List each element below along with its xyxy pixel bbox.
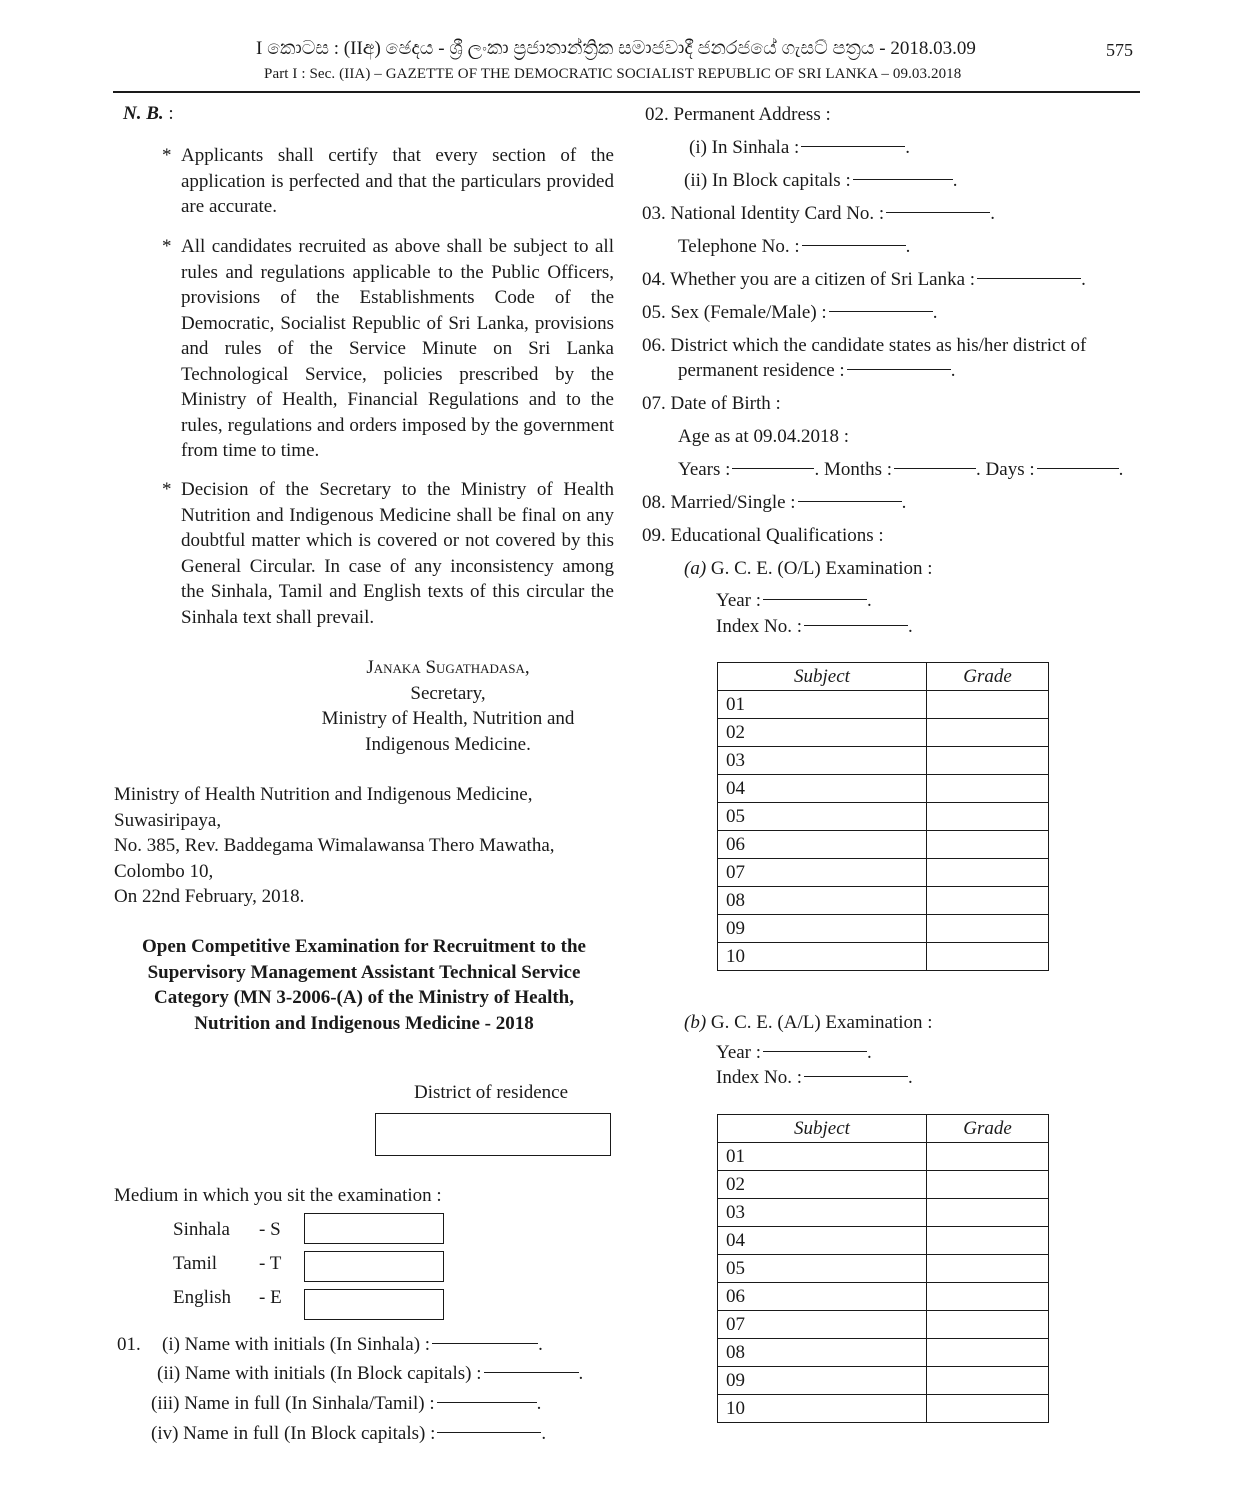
medium-row-sinhala (173, 1219, 281, 1241)
field-label: Telephone No. : (678, 236, 800, 257)
table-row (718, 1143, 1049, 1171)
fill-line[interactable] (847, 369, 951, 370)
row-number: 10 (718, 943, 927, 971)
row-number: 07 (718, 1311, 927, 1339)
field-label: (i) Name with initials (In Sinhala) : (162, 1334, 431, 1355)
dot: . (990, 203, 995, 224)
al-year (716, 1042, 872, 1064)
address-line: No. 385, Rev. Baddegama Wimalawansa Thero Mawatha, (114, 835, 555, 856)
al-heading (684, 1012, 933, 1034)
q01-i (162, 1334, 543, 1356)
medium-code: - T (259, 1253, 282, 1274)
subject-header: Subject (718, 663, 927, 691)
row-number: 07 (718, 859, 927, 887)
al-grade-table (717, 1114, 1049, 1423)
section-letter: (a) (684, 558, 707, 579)
fill-line[interactable] (804, 625, 908, 626)
address-line: Colombo 10, (114, 860, 214, 882)
medium-code: - E (259, 1287, 282, 1308)
table-row (718, 747, 1049, 775)
field-label: Index No. : (716, 1067, 803, 1088)
days-fill-line[interactable] (1037, 468, 1119, 469)
dot: . (538, 1334, 543, 1355)
grade-cell[interactable] (927, 747, 1049, 775)
header-rule (113, 91, 1140, 93)
grade-cell[interactable] (927, 803, 1049, 831)
grade-header: Grade (927, 663, 1049, 691)
dot: . (1081, 269, 1086, 290)
row-number: 05 (718, 1255, 927, 1283)
exam-title (114, 934, 614, 1036)
address-line: Ministry of Health Nutrition and Indigenous Medicine, (114, 784, 533, 805)
q07-ymd (678, 459, 1123, 481)
district-input-box[interactable] (375, 1113, 611, 1156)
fill-line[interactable] (804, 1076, 908, 1077)
table-row (718, 1171, 1049, 1199)
field-label: (i) In Sinhala : (689, 137, 800, 158)
q06-line1: 06. District which the candidate states as his/her district of (642, 335, 1087, 356)
exam-title-line: Category (MN 3-2006-(A) of the Ministry of Health, (153, 987, 574, 1008)
dot: . (901, 492, 907, 513)
field-label: (iii) Name in full (In Sinhala/Tamil) : (151, 1393, 435, 1414)
page-number: 575 (1106, 40, 1133, 60)
dot: . (932, 302, 938, 323)
row-number: 02 (718, 1171, 927, 1199)
months-fill-line[interactable] (894, 468, 976, 469)
grade-cell[interactable] (927, 1339, 1049, 1367)
table-row (718, 887, 1049, 915)
medium-box-english[interactable] (304, 1289, 444, 1320)
grade-cell[interactable] (927, 1227, 1049, 1255)
dot: . (952, 170, 958, 191)
field-label: Index No. : (716, 616, 803, 637)
ol-year (716, 590, 872, 612)
q07-dob: 07. Date of Birth : (642, 393, 781, 414)
q01-number: 01. (117, 1334, 141, 1355)
q01-iv (151, 1423, 546, 1445)
table-row (718, 1395, 1049, 1423)
dot: . (905, 236, 911, 257)
grade-cell[interactable] (927, 1395, 1049, 1423)
grade-cell[interactable] (927, 1311, 1049, 1339)
row-number: 04 (718, 775, 927, 803)
q09-education: 09. Educational Qualifications : (642, 525, 884, 546)
address-line: Suwasiripaya, (114, 809, 222, 831)
years-fill-line[interactable] (732, 468, 814, 469)
dot: . (1118, 459, 1124, 480)
grade-cell[interactable] (927, 719, 1049, 747)
q02-label: 02. Permanent Address : (645, 104, 831, 125)
fill-line[interactable] (432, 1343, 538, 1344)
grade-cell[interactable] (927, 831, 1049, 859)
bullet-mark: * (162, 479, 172, 500)
q02-i (689, 137, 910, 159)
bullet-mark: * (162, 145, 172, 166)
nb-heading (123, 103, 174, 125)
address-line: On 22nd February, 2018. (114, 886, 305, 907)
fill-line[interactable] (801, 146, 905, 147)
table-row (718, 775, 1049, 803)
fill-line[interactable] (437, 1432, 541, 1433)
fill-line[interactable] (763, 1051, 867, 1052)
ol-grade-table (717, 662, 1049, 971)
row-number: 10 (718, 1395, 927, 1423)
table-row (718, 1227, 1049, 1255)
fill-line[interactable] (798, 501, 902, 502)
q03-telephone (678, 236, 910, 258)
grade-cell[interactable] (927, 915, 1049, 943)
field-label: (iv) Name in full (In Block capitals) : (151, 1423, 436, 1444)
row-number: 09 (718, 1367, 927, 1395)
table-row (718, 943, 1049, 971)
nb-label: N. B. (123, 103, 164, 124)
field-label: . Months : (814, 459, 893, 480)
field-label: 08. Married/Single : (642, 492, 796, 513)
bullet-1 (162, 143, 614, 220)
fill-line[interactable] (484, 1372, 579, 1373)
bullet-text: Applicants shall certify that every section of the application is perfected and that the particulars provided are accurate. (181, 145, 614, 217)
ol-index (716, 616, 913, 638)
ol-heading (684, 558, 933, 580)
field-label: . Days : (976, 459, 1035, 480)
dot: . (541, 1423, 547, 1444)
signatory-org: Indigenous Medicine. (365, 733, 531, 755)
fill-line[interactable] (829, 311, 933, 312)
field-label: Year : (716, 590, 762, 611)
grade-header: Grade (927, 1115, 1049, 1143)
table-row (718, 1199, 1049, 1227)
row-number: 01 (718, 1143, 927, 1171)
fill-line[interactable] (763, 599, 867, 600)
q03-nic (642, 203, 995, 225)
medium-row-english (173, 1287, 282, 1309)
table-row (718, 831, 1049, 859)
fill-line[interactable] (977, 278, 1081, 279)
fill-line[interactable] (802, 245, 906, 246)
medium-code: - S (259, 1219, 281, 1240)
table-row (718, 1283, 1049, 1311)
medium-box-sinhala[interactable] (304, 1213, 444, 1244)
q01-iii (151, 1393, 541, 1415)
grade-cell[interactable] (927, 859, 1049, 887)
row-number: 05 (718, 803, 927, 831)
medium-lang: English (173, 1287, 232, 1308)
q01-ii (157, 1363, 583, 1385)
row-number: 04 (718, 1227, 927, 1255)
exam-title-line: Supervisory Management Assistant Technical Service (147, 961, 581, 983)
dot: . (578, 1363, 584, 1384)
bullet-mark: * (162, 236, 172, 257)
district-label: District of residence (414, 1082, 569, 1103)
dot: . (867, 1042, 872, 1063)
table-row (718, 803, 1049, 831)
fill-line[interactable] (886, 212, 990, 213)
dot: . (867, 590, 872, 611)
grade-cell[interactable] (927, 943, 1049, 971)
table-row (718, 1311, 1049, 1339)
table-row (718, 1255, 1049, 1283)
table-header-row (718, 663, 1049, 691)
grade-cell[interactable] (927, 775, 1049, 803)
exam-title-line: Open Competitive Examination for Recruitment to the (142, 936, 586, 957)
signatory-name: Janaka Sugathadasa, (366, 657, 530, 678)
dot: . (908, 1067, 913, 1088)
grade-cell[interactable] (927, 1143, 1049, 1171)
field-label: Year : (716, 1042, 762, 1063)
al-index (716, 1067, 913, 1089)
grade-cell[interactable] (927, 691, 1049, 719)
row-number: 01 (718, 691, 927, 719)
medium-lang: Sinhala (173, 1219, 230, 1240)
dot: . (950, 360, 956, 381)
bullet-text: All candidates recruited as above shall be subject to all rules and regulations applicable to the Public Officers, provisions of the Establishments Code of the Democratic, Socialist Republic of Sri Lanka, provisions and rules of the Service Minute on Sri Lanka Technological Service, policies prescribed by the Ministry of Health, Financial Regulations and to the rules, regulations and orders imposed by the government from time to time. (181, 236, 614, 461)
row-number: 06 (718, 831, 927, 859)
field-label: G. C. E. (O/L) Examination : (710, 558, 933, 579)
field-label: G. C. E. (A/L) Examination : (710, 1012, 933, 1033)
grade-cell[interactable] (927, 1255, 1049, 1283)
field-label: 03. National Identity Card No. : (642, 203, 885, 224)
signatory-title: Secretary, (410, 682, 486, 704)
bullet-2 (162, 234, 614, 464)
q04-citizen (642, 269, 1086, 291)
grade-cell[interactable] (927, 1171, 1049, 1199)
q05-sex (642, 302, 937, 324)
row-number: 03 (718, 747, 927, 775)
table-row (718, 1367, 1049, 1395)
dot: . (908, 616, 913, 637)
row-number: 06 (718, 1283, 927, 1311)
medium-row-tamil (173, 1253, 281, 1275)
dot: . (905, 137, 911, 158)
row-number: 09 (718, 915, 927, 943)
q06-line2 (678, 360, 955, 382)
table-row (718, 691, 1049, 719)
fill-line[interactable] (853, 179, 953, 180)
table-header-row (718, 1115, 1049, 1143)
medium-box-tamil[interactable] (304, 1251, 444, 1282)
field-label: 04. Whether you are a citizen of Sri Lanka : (642, 269, 976, 290)
row-number: 03 (718, 1199, 927, 1227)
nb-colon: : (163, 103, 174, 124)
signatory-org: Ministry of Health, Nutrition and (321, 708, 575, 729)
row-number: 08 (718, 887, 927, 915)
grade-cell[interactable] (927, 1199, 1049, 1227)
q08-married (642, 492, 906, 514)
table-row (718, 719, 1049, 747)
q07-age: Age as at 09.04.2018 : (678, 426, 849, 447)
row-number: 08 (718, 1339, 927, 1367)
field-label: permanent residence : (678, 360, 845, 381)
field-label: (ii) Name with initials (In Block capitals) : (157, 1363, 482, 1384)
address-block (114, 782, 614, 910)
q02-ii (684, 170, 957, 192)
grade-cell[interactable] (927, 887, 1049, 915)
signature-block (300, 655, 596, 757)
grade-cell[interactable] (927, 1283, 1049, 1311)
section-letter: (b) (684, 1012, 707, 1033)
fill-line[interactable] (437, 1402, 537, 1403)
table-row (718, 1339, 1049, 1367)
grade-cell[interactable] (927, 1367, 1049, 1395)
field-label: 05. Sex (Female/Male) : (642, 302, 827, 323)
bullet-text: Decision of the Secretary to the Ministry of Health Nutrition and Indigenous Medicine shall be final on any doubtful matter which is covered or not covered by this General Circular. In case of any inconsistency among the Sinhala, Tamil and English texts of this circular the Sinhala text shall prevail. (181, 479, 614, 628)
table-row (718, 859, 1049, 887)
row-number: 02 (718, 719, 927, 747)
header-sinhala: I කොටස : (IIඅ) ඡෙදය - ශ්‍රී ලංකා ප්‍රජාතාන්ත්‍රික සමාජවාදී ජනරජයේ ගැසට් පත්‍රය - 2018.03.09 (256, 38, 976, 59)
medium-label: Medium in which you sit the examination : (114, 1185, 442, 1206)
bullet-3 (162, 477, 614, 630)
subject-header: Subject (718, 1115, 927, 1143)
medium-lang: Tamil (173, 1253, 218, 1274)
field-label: Years : (678, 459, 731, 480)
header-english: Part I : Sec. (IIA) – GAZETTE OF THE DEMOCRATIC SOCIALIST REPUBLIC OF SRI LANKA – 09.03.2018 (264, 66, 962, 82)
exam-title-line: Nutrition and Indigenous Medicine - 2018 (194, 1012, 534, 1034)
field-label: (ii) In Block capitals : (684, 170, 851, 191)
dot: . (536, 1393, 542, 1414)
table-row (718, 915, 1049, 943)
